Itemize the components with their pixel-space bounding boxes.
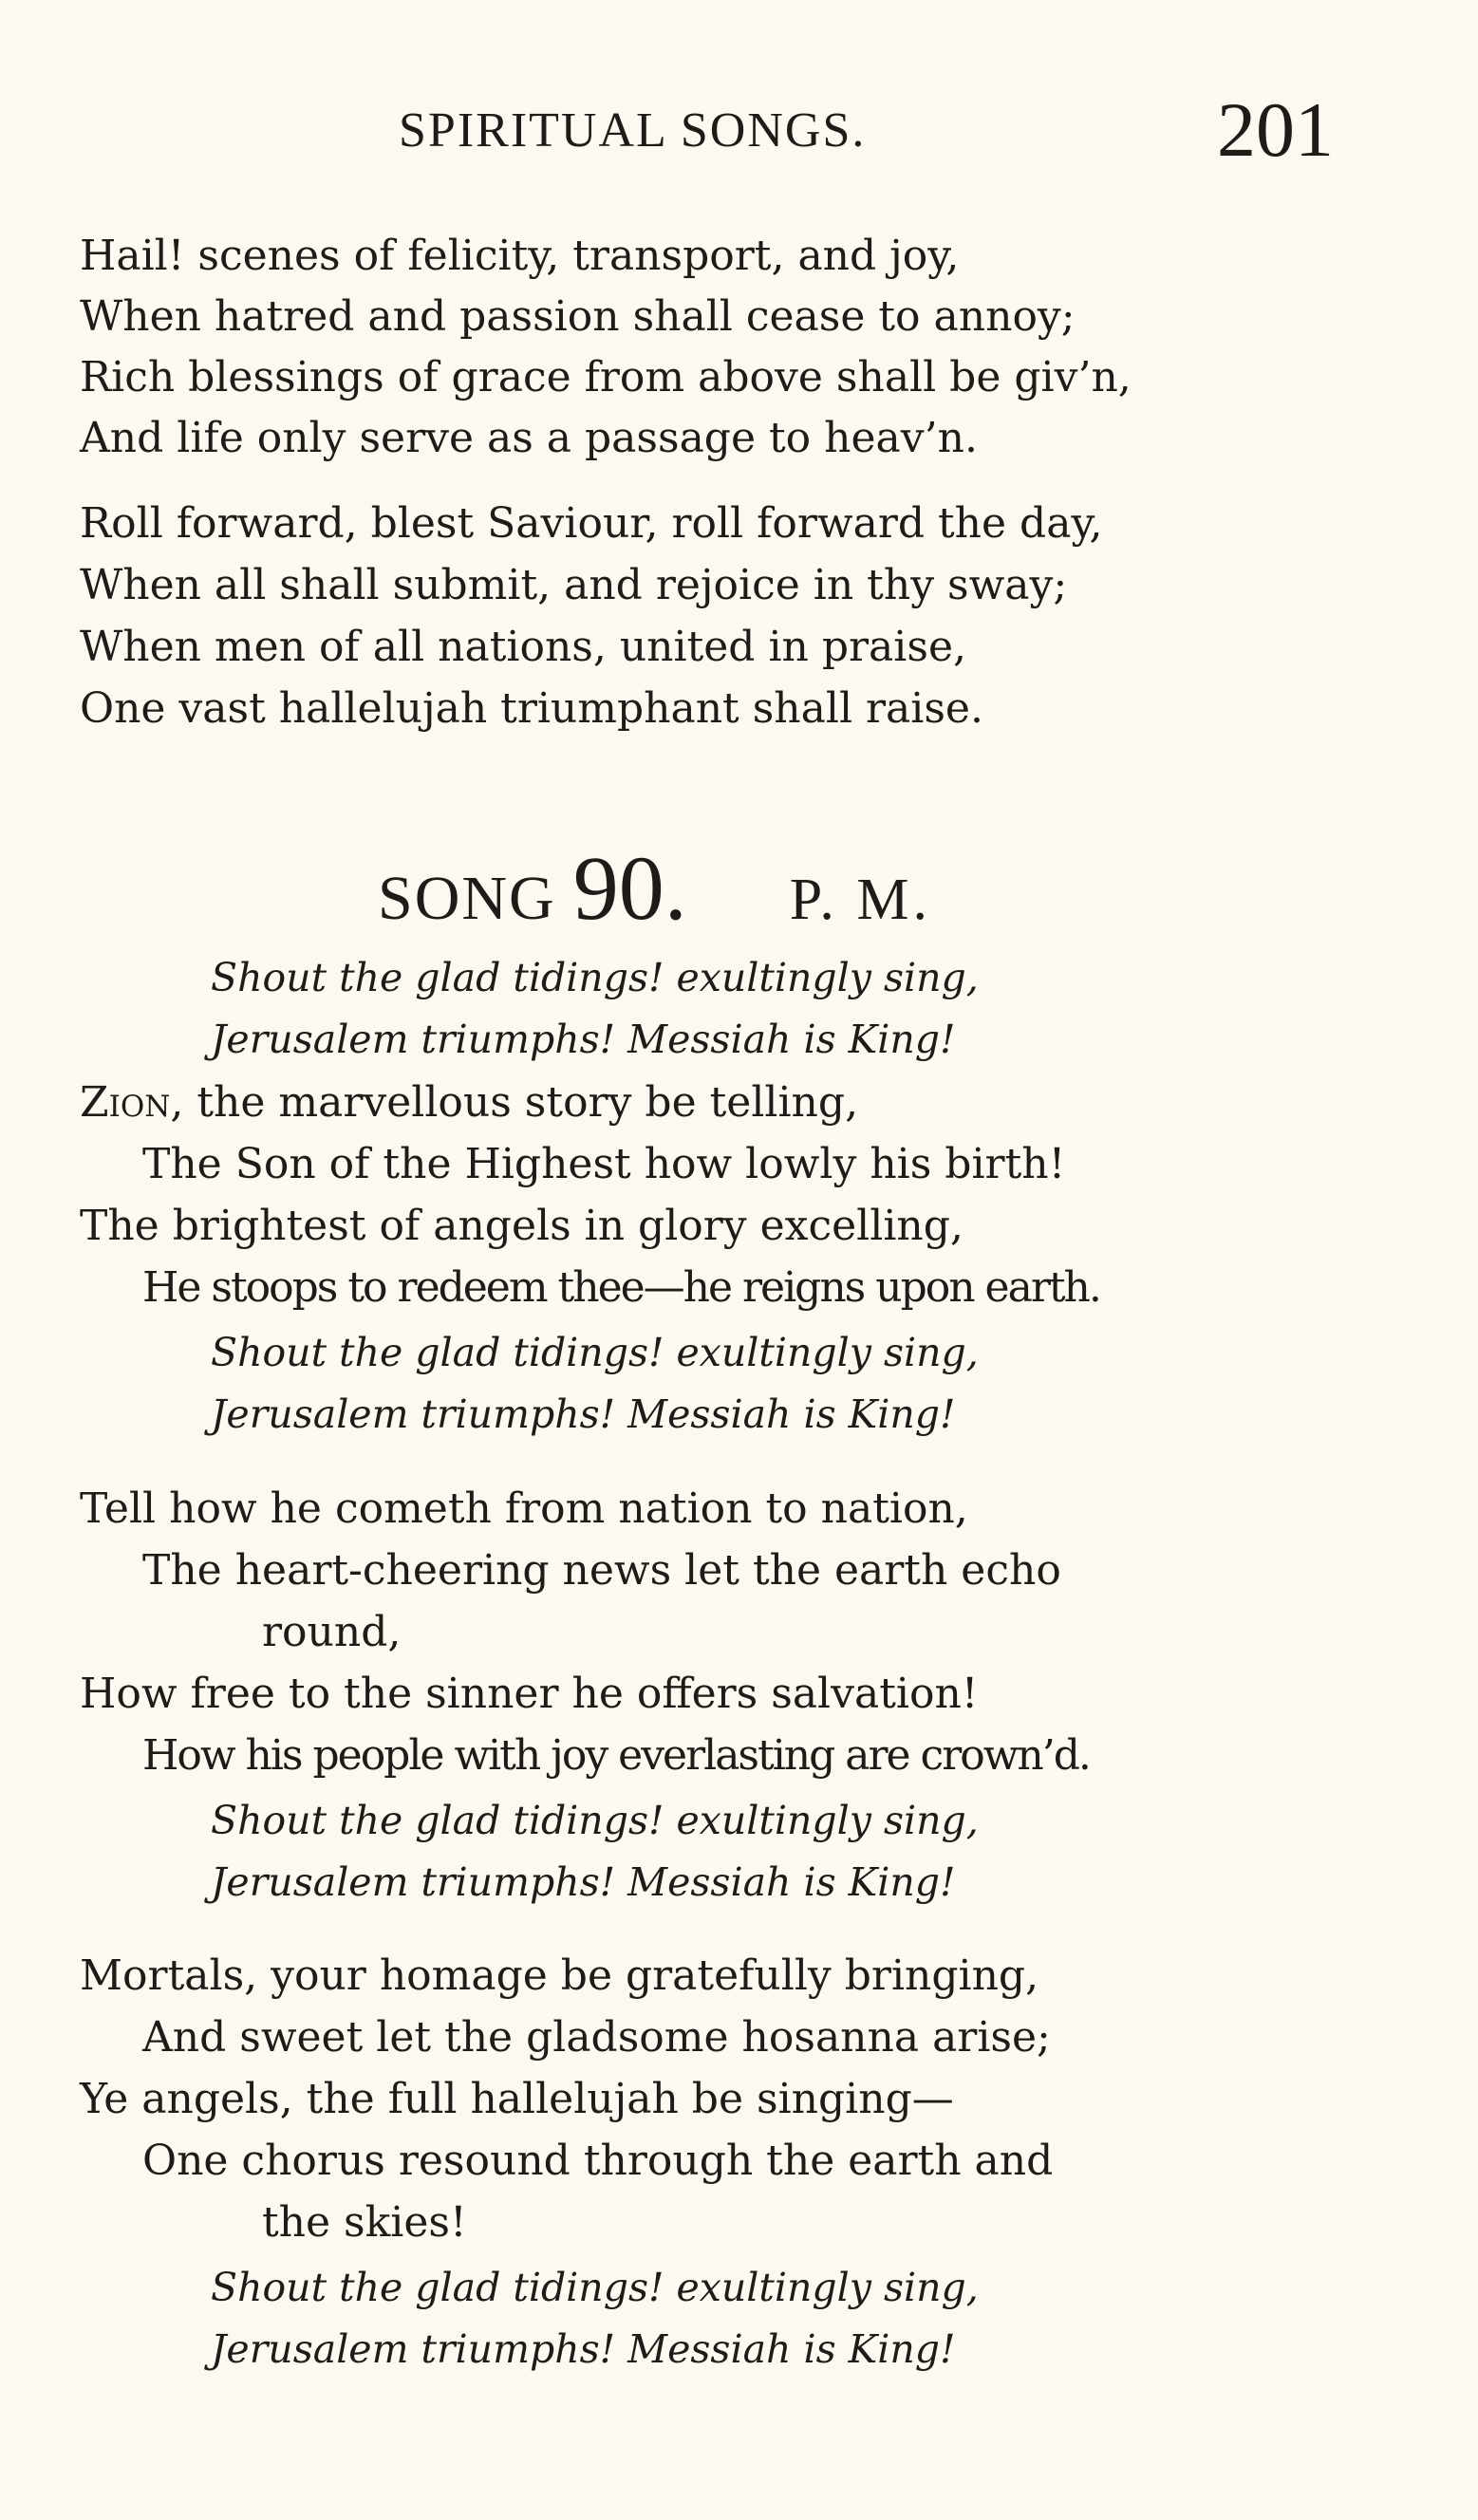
verse3-chorus-line-1: Shout the glad tidings! exultingly sing,: [211, 2265, 979, 2310]
verse1-first-word: Zion: [80, 1078, 171, 1127]
verse3-line-2: And sweet let the gladsome hosanna arise;: [142, 2013, 1051, 2062]
page-number: 201: [1217, 86, 1334, 173]
stanza-b-line-3: When men of all nations, united in praise,: [80, 623, 966, 671]
song-number: 90.: [572, 837, 687, 939]
verse1-line-3: The brightest of angels in glory excelling,: [80, 1202, 964, 1250]
verse3-line-4: One chorus resound through the earth and: [142, 2137, 1054, 2185]
stanza-a-line-4: And life only serve as a passage to heav’n.: [80, 414, 978, 462]
song-word: SONG: [378, 864, 556, 933]
stanza-a-line-1: Hail! scenes of felicity, transport, and joy,: [80, 232, 960, 280]
running-header: SPIRITUAL SONGS.: [399, 103, 867, 158]
stanza-a-line-3: Rich blessings of grace from above shall be giv’n,: [80, 353, 1132, 401]
song-meter: P. M.: [789, 868, 931, 932]
stanza-b-line-1: Roll forward, blest Saviour, roll forward the day,: [80, 499, 1103, 548]
verse2-chorus-line-2: Jerusalem triumphs! Messiah is King!: [211, 1859, 956, 1905]
verse3-line-5: the skies!: [262, 2198, 467, 2247]
verse2-line-4: How free to the sinner he offers salvation!: [80, 1670, 979, 1718]
chorus-intro-line-2: Jerusalem triumphs! Messiah is King!: [211, 1017, 956, 1062]
verse1-chorus-line-2: Jerusalem triumphs! Messiah is King!: [211, 1391, 956, 1437]
chorus-intro-line-1: Shout the glad tidings! exultingly sing,: [211, 955, 979, 1000]
verse2-line-2: The heart-cheering news let the earth echo: [142, 1546, 1061, 1595]
verse3-line-1: Mortals, your homage be gratefully bringing,: [80, 1951, 1039, 2000]
verse2-line-3: round,: [262, 1608, 402, 1656]
verse1-first-rest: , the marvellous story be telling,: [170, 1078, 859, 1127]
verse1-line-4: He stoops to redeem thee—he reigns upon earth.: [142, 1263, 1100, 1312]
verse2-line-1: Tell how he cometh from nation to nation,: [80, 1484, 968, 1533]
stanza-b-line-4: One vast hallelujah triumphant shall raise.: [80, 684, 983, 733]
song-heading: [378, 835, 931, 941]
stanza-b-line-2: When all shall submit, and rejoice in thy sway;: [80, 561, 1068, 609]
verse3-line-3: Ye angels, the full hallelujah be singing—: [80, 2075, 954, 2123]
verse2-line-5: How his people with joy everlasting are crown’d.: [142, 1731, 1090, 1780]
verse1-line-1: [80, 1078, 859, 1127]
verse3-chorus-line-2: Jerusalem triumphs! Messiah is King!: [211, 2326, 956, 2372]
verse1-line-2: The Son of the Highest how lowly his birth!: [142, 1140, 1066, 1188]
verse1-chorus-line-1: Shout the glad tidings! exultingly sing,: [211, 1330, 979, 1375]
verse2-chorus-line-1: Shout the glad tidings! exultingly sing,: [211, 1798, 979, 1843]
stanza-a-line-2: When hatred and passion shall cease to annoy;: [80, 292, 1076, 341]
